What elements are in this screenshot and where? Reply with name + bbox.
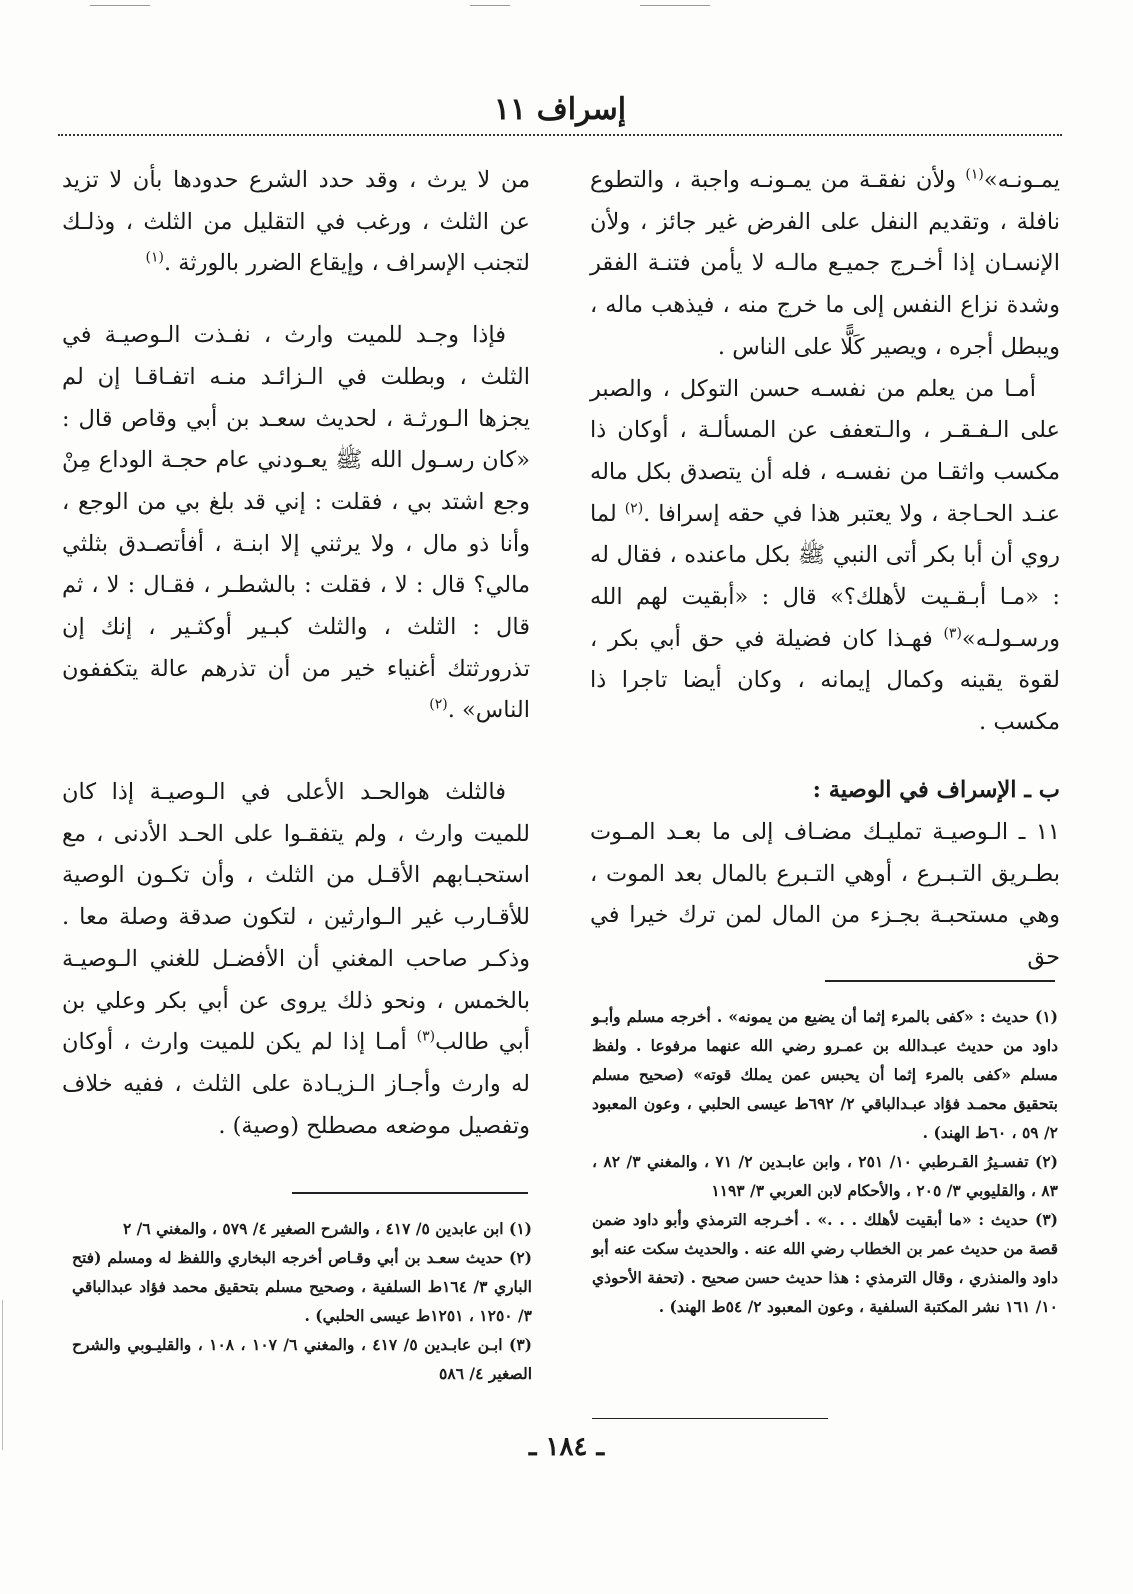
footnote-ref: (٢) bbox=[624, 500, 644, 517]
text-span: يمـونـه» bbox=[983, 167, 1060, 193]
footnote-item: (١) ابن عابدين ٥/ ٤١٧ ، والشرح الصغير ٤/ ٥٧٩ ، والمغني ٦/ ٢ bbox=[122, 1219, 532, 1238]
header-dotted-rule bbox=[58, 134, 1062, 136]
right-paragraph-2 bbox=[590, 369, 1060, 744]
text-span: أمـا من يعلم من نفسـه حسن التوكل ، والصبر على الـفـقـر ، والـتعفف عن المسألـة ، أوكان ذا مكسب واثقـا من نفسـه ، فله أن يتصدق بكل ماله عنـد الحـاجة ، ولا يعتبر هذا في حقه إسرافا . bbox=[590, 375, 1060, 527]
left-footnote-separator bbox=[292, 1192, 528, 1194]
footnote-item: (٣) حديث : «ما أبقيت لأهلك . . .» . أخـرجه الترمذي وأبو داود ضمن قصة من حديث عمر بن الخطاب رضي الله عنه . والحديث سكت عنه أبو داود والمنذري ، وقال الترمذي : هذا حديث حسن صحيح . (تحفة الأحوذي ١٠/ ١٦١ نشر المكتبة السلفية ، وعون المعبود ٢/ ٥٤ط الهند) . bbox=[592, 1210, 1058, 1316]
text-span: ولأن نفقـة من يمـونـه واجبة ، والتطوع نافلة ، وتقديم النفل على الفرض غير جائز ، ولأن الإنسـان إذا أخـرج جميـع مالـه لا يأمن فتنـة الفقر وشدة نزاع النفس إلى ما خرج منه ، فيذهب ماله ، ويبطل أجره ، ويصير كَلًّا على الناس . bbox=[590, 167, 1060, 360]
text-span: فهـذا كان فضيلة في حق أبي بكر ، لقوة يقينه وكمال إيمانه ، وكان أيضا تاجرا ذا مكسب . bbox=[590, 625, 1060, 736]
footnote-item: (٣) ابـن عابـدين ٥/ ٤١٧ ، والمغني ٦/ ١٠٧ ، ١٠٨ ، والقليـوبي والشرح الصغير ٤/ ٥٨٦ bbox=[72, 1335, 532, 1383]
footnote-ref: (٢) bbox=[429, 696, 448, 713]
footnote-item: (١) حديث : «كفى بالمرء إثما أن يضيع من يمونه» . أخرجه مسلم وأبـو داود من حديث عبـدالله بن عمـرو رضي الله عنهما مرفوعا . ولفظ مسلم «كفى بالمرء إثما أن يحبس عمن يملك قوته» (صحيح مسلم بتحقيق محمـد فؤاد عبـدالباقي ٢/ ٦٩٢ط عيسى الحلبي ، وعون المعبود ٢/ ٥٩ ، ٦٠ط الهند) . bbox=[592, 1007, 1058, 1142]
scan-edge-line bbox=[2, 1300, 3, 1450]
footnote-ref: (٣) bbox=[416, 1028, 436, 1045]
left-paragraph-1 bbox=[62, 160, 530, 285]
scan-top-marks bbox=[0, 2, 1133, 10]
right-column bbox=[590, 160, 1060, 744]
right-footnote-separator bbox=[825, 980, 1055, 982]
right-footnotes bbox=[592, 1002, 1058, 1321]
left-column bbox=[62, 160, 530, 732]
text-span: ١١ ـ الـوصيـة تمليـك مضـاف إلى ما بعـد المـوت بطـريق التـبـرع ، أوهي التـبرع بالمال بعد الموت ، وهي مستحبـة بجـزء من المال لمن ترك خيرا في حق bbox=[590, 819, 1060, 971]
text-span: من لا يرث ، وقد حدد الشرع حدودها بأن لا تزيد عن الثلث ، ورغب في التقليل من الثلث ، وذلـك لتجنب الإسراف ، وإيقاع الضرر بالورثة . bbox=[62, 167, 530, 277]
footnote-item: (٢) تفسـيرُ القـرطبي ١٠/ ٢٥١ ، وابن عابـدين ٢/ ٧١ ، والمغني ٣/ ٨٢ ، ٨٣ ، والقليوبي ٣/ ٢٠٥ ، والأحكام لابن العربي ٣/ ١١٩٣ bbox=[592, 1152, 1058, 1200]
left-footnotes bbox=[72, 1214, 532, 1388]
section-heading: ب ـ الإسراف في الوصية : bbox=[812, 777, 1060, 803]
right-footnote-end-line bbox=[592, 1418, 828, 1419]
footnote-ref: (١) bbox=[965, 166, 984, 183]
page-header-title: إسراف ١١ bbox=[493, 92, 627, 127]
right-paragraph-3 bbox=[590, 812, 1060, 979]
footnote-ref: (٣) bbox=[943, 625, 962, 642]
text-span: أمـا إذا لم يكن للميت وارث ، أوكان له وارث وأجـاز الـزيـادة على الثلث ، ففيه خلاف وتفصيل موضعه مصطلح (وصية) . bbox=[62, 1029, 530, 1139]
page-number: ـ ١٨٤ ـ bbox=[528, 1432, 605, 1462]
left-paragraph-3 bbox=[62, 772, 530, 1147]
right-paragraph-1 bbox=[590, 160, 1060, 369]
text-span: لما روي أن أبا بكر أتى النبي ﷺ بكل ماعنده ، فقال له : «مـا أبـقـيت لأهلك؟» قال : «أبقيت لهم الله ورسـولـه» bbox=[590, 500, 1060, 652]
footnote-ref: (١) bbox=[145, 249, 164, 266]
text-span: فإذا وجـد للميت وارث ، نفـذت الـوصيـة في الثلث ، وبطلت في الـزائـد منـه اتفـاقـا إن لم يجزها الـورثـة ، لحديث سعـد بن أبي وقاص قال : «كان رسـول الله ﷺ يعـودني عام حجـة الوداع مِنْ وجع اشتد بي ، فقلت : إني قد بلغ بي من الوجع ، وأنا ذو مال ، ولا يرثني إلا ابنـة ، أفأتصـدق بثلثي مالي؟ قال : لا ، فقلت : بالشطـر ، فقـال : لا ، ثم قال : الثلث ، والثلث كبـير أوكثـير ، إنك إن تذرورثتك أغنياء خير من أن تذرهم عالة يتكففون الناس» . bbox=[62, 322, 530, 724]
text-span: فالثلث هوالحـد الأعلى في الـوصيـة إذا كان للميت وارث ، ولم يتفقـوا على الحـد الأدنى ، مع استحبـابهم الأقـل من الثلث ، وأن تكـون الوصية للأقـارب غير الـوارثين ، لتكون صدقة وصلة معا . وذكـر صاحب المغني أن الأفضـل للغني الـوصيـة بالخمس ، ونحو ذلك يروى عن أبي بكر وعلي بن أبي طالب bbox=[62, 779, 530, 1056]
left-paragraph-2 bbox=[62, 315, 530, 732]
footnote-item: (٢) حديث سعـد بن أبي وقـاص أخرجه البخاري واللفظ له ومسلم (فتح الباري ٣/ ١٦٤ط السلفية ، وصحيح مسلم بتحقيق محمد فؤاد عبدالباقي ٣/ ١٢٥٠ ، ١٢٥١ط عيسى الحلبي) . bbox=[72, 1248, 532, 1325]
